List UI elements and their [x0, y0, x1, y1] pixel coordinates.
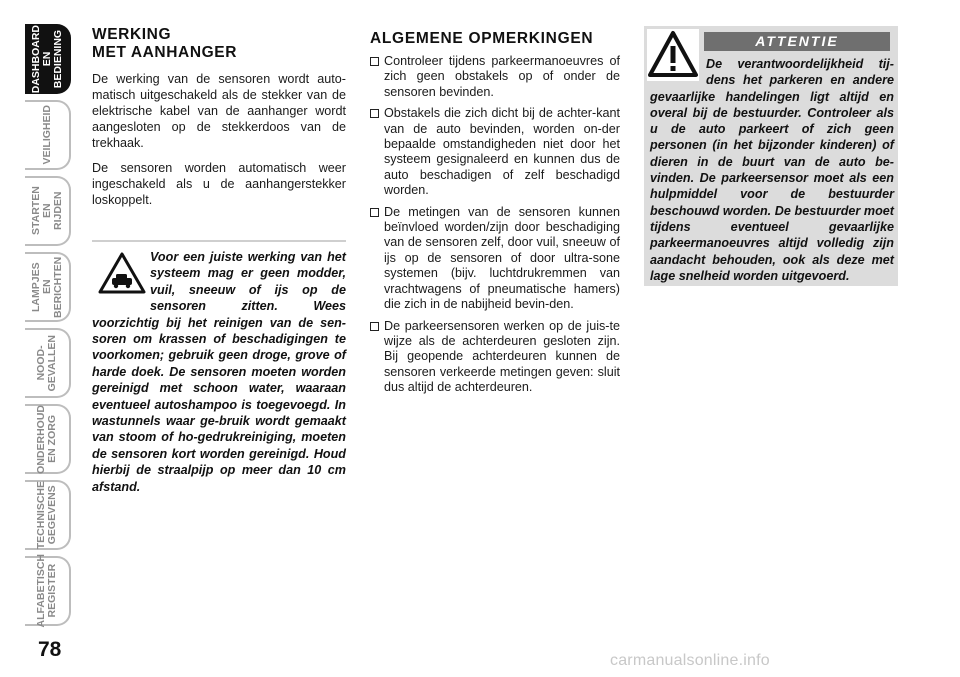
- tab-label: ALFABETISCH REGISTER: [35, 554, 58, 628]
- tab-register[interactable]: [25, 556, 71, 626]
- paragraph: De sensoren worden automatisch weer ingeschakeld als u de aanhangerstekker loskoppelt.: [92, 161, 346, 207]
- page-number: 78: [38, 638, 62, 661]
- attention-label: ATTENTIE: [704, 32, 890, 51]
- watermark: carmanualsonline.info: [610, 652, 770, 669]
- attention-text: [650, 56, 894, 284]
- tab-label: NOOD- GEVALLEN: [35, 334, 58, 392]
- icon-spacer: [650, 56, 706, 88]
- tab-onderhoud[interactable]: [25, 404, 71, 474]
- tab-veiligheid[interactable]: [25, 100, 71, 170]
- checkbox-bullet-icon: [370, 322, 379, 331]
- list-item: [370, 319, 620, 396]
- list-item-text: Obstakels die zich dicht bij de achter-kant van de auto bevinden, worden on-der bepaalde omstandigheden niet door het systeem gesignaleerd en kunnen dus de auto beschadigen of zelf beschadigd worden.: [384, 106, 620, 198]
- tab-technische[interactable]: [25, 480, 71, 550]
- checkbox-bullet-icon: [370, 208, 379, 217]
- tab-starten[interactable]: [25, 176, 71, 246]
- tab-label: ONDERHOUD EN ZORG: [35, 404, 58, 474]
- section-title: [92, 26, 346, 62]
- paragraph: De werking van de sensoren wordt auto-matisch uitgeschakeld als de stekker van de elektrische kabel van de aanhanger wordt aangesloten op de stekkerdoos van de trekhaak.: [92, 72, 346, 150]
- list-item-text: De parkeersensoren werken op de juis-te wijze als de achterdeuren gesloten zijn. Bij geopende achterdeuren kunnen de sensoren verkeerde metingen geven: sluit dus altijd de achterdeuren.: [384, 318, 620, 395]
- tab-label: DASHBOARD EN BEDIENING: [29, 24, 64, 94]
- tab-noodgevallen[interactable]: [25, 328, 71, 398]
- list-item-text: Controleer tijdens parkeermanoeuvres of zich geen obstakels op of onder de sensoren bevinden.: [384, 54, 620, 99]
- divider: [92, 240, 346, 242]
- tab-lampjes[interactable]: [25, 252, 71, 322]
- list-item: [370, 54, 620, 100]
- tab-label: VEILIGHEID: [40, 105, 53, 165]
- section-title: ALGEMENE OPMERKINGEN: [370, 30, 594, 47]
- tab-label: TECHNISCHE GEGEVENS: [35, 480, 58, 550]
- tab-label: LAMPJES EN BERICHTEN: [29, 256, 64, 318]
- section-werking: [92, 26, 346, 208]
- attention-box: [644, 26, 898, 286]
- tab-dashboard[interactable]: [25, 24, 71, 94]
- attention-body: De verantwoordelijkheid tij-dens het parkeren en andere gevaarlijke handelingen ligt altijd en overal bij de bestuurder. Controleer als u de auto parkeert of zich geen personen (in het bijzonder kinderen) of dieren in de buurt van de auto be-vinden. De parkeersensor moet als een hulpmiddel voor de bestuurder beschouwd worden. De bestuurder moet tijdens eventueel gevaarlijke parkeermanoeuvres altijd volledig zijn aandacht behouden, ook als deze met lage snelheid worden uitgevoerd.: [650, 57, 894, 283]
- title-line-2: MET AANHANGER: [92, 44, 237, 61]
- list-item: [370, 106, 620, 198]
- tab-label: STARTEN EN RIJDEN: [29, 186, 64, 236]
- remarks-list: [370, 54, 620, 396]
- section-algemene-opmerkingen: [370, 30, 620, 396]
- checkbox-bullet-icon: [370, 57, 379, 66]
- note-body: Voor een juiste werking van het systeem mag er geen modder, vuil, sneeuw of ijs op de sensoren zitten. Wees voorzichtig bij het reinigen van de sen-soren om krassen of beschadigingen te voorkomen; gebruik geen droge, grove of harde doek. De sensoren moeten worden gereinigd met schoon water, waaraan eventueel autoshampoo is toegevoegd. In wastunnels waar ge-bruik wordt gemaakt van stoom of ho-gedrukreiniging, moeten de sensoren kort worden gereinigd. Houd hierbij de straalpijp op meer dan 10 cm afstand.: [92, 250, 346, 494]
- cleaning-note: [92, 240, 346, 494]
- checkbox-bullet-icon: [370, 109, 379, 118]
- title-line-1: WERKING: [92, 26, 172, 43]
- list-item-text: De metingen van de sensoren kunnen beïnvloed worden/zijn door beschadiging van de sensoren zelf, door vuil, sneeuw of ijs op de sensoren of door ultra-sone systemen (bijv. luchtdrukremmen van vrachtwagens of pneumatische hamers) die zich in de nabijheid bevin-den.: [384, 204, 620, 312]
- icon-spacer: [92, 249, 150, 311]
- list-item: [370, 205, 620, 313]
- note-text: [92, 249, 346, 495]
